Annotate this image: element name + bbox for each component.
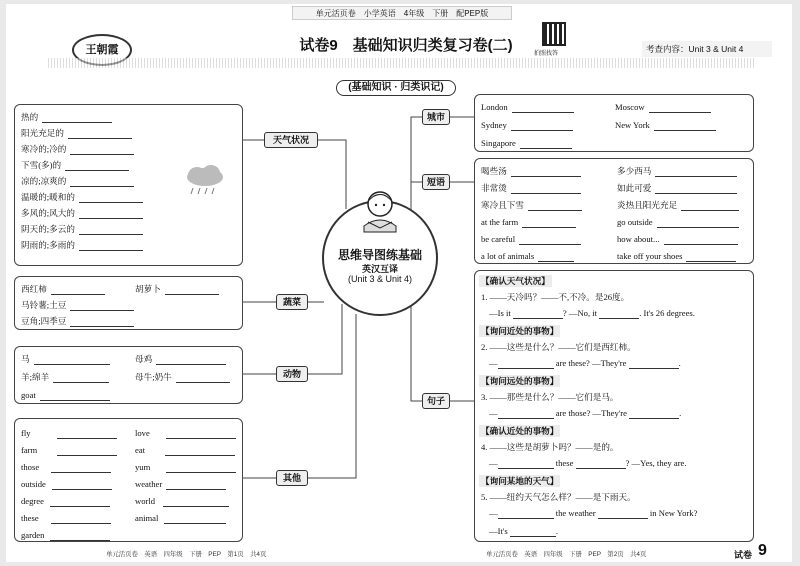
sentence-answer: — these ? —Yes, they are. xyxy=(489,458,687,468)
answer-blank[interactable] xyxy=(655,167,737,177)
answer-blank[interactable] xyxy=(50,497,110,507)
tag-animals: 动物 xyxy=(276,366,308,382)
answer-blank[interactable] xyxy=(79,241,143,251)
other-word: farm xyxy=(21,445,38,455)
weather-word: 凉的;凉爽的 xyxy=(21,176,67,186)
other-word: outside xyxy=(21,479,46,489)
answer-blank[interactable] xyxy=(165,285,219,295)
rain-cloud-icon xyxy=(183,163,227,199)
center-subtitle: 英汉互译 xyxy=(361,264,398,274)
answer-blank[interactable] xyxy=(598,509,648,519)
page-number: 9 xyxy=(758,542,767,559)
sentence-question: 1. ——天冷吗？——不,不冷。是26度。 xyxy=(481,292,630,302)
other-word: love xyxy=(135,428,150,438)
tag-city: 城市 xyxy=(422,109,450,125)
answer-blank[interactable] xyxy=(649,103,711,113)
animal-word: 母牛;奶牛 xyxy=(135,372,172,382)
answer-blank[interactable] xyxy=(166,480,226,490)
weather-word: 阳光充足的 xyxy=(21,128,64,138)
answer-blank[interactable] xyxy=(51,514,111,524)
answer-blank[interactable] xyxy=(42,113,112,123)
answer-blank[interactable] xyxy=(511,184,581,194)
answer-blank[interactable] xyxy=(681,201,739,211)
answer-blank[interactable] xyxy=(657,218,739,228)
answer-blank[interactable] xyxy=(510,527,556,537)
weather-word: 下雪(多)的 xyxy=(21,160,62,170)
answer-blank[interactable] xyxy=(655,184,737,194)
answer-blank[interactable] xyxy=(498,509,554,519)
answer-blank[interactable] xyxy=(629,409,679,419)
weather-word: 温暖的;暖和的 xyxy=(21,192,75,202)
answer-blank[interactable] xyxy=(50,531,110,541)
tag-other: 其他 xyxy=(276,470,308,486)
answer-blank[interactable] xyxy=(79,209,143,219)
phrase: 如此可爱 xyxy=(617,183,652,193)
center-title: 思维导图练基础 xyxy=(337,248,422,262)
phrase: 非常烫 xyxy=(481,183,507,193)
other-word: fly xyxy=(21,428,31,438)
weather-box xyxy=(14,104,243,266)
other-word: eat xyxy=(135,445,146,455)
scope-label: 考查内容：Unit 3 & Unit 4 xyxy=(642,41,772,57)
answer-blank[interactable] xyxy=(166,463,236,473)
other-word: yum xyxy=(135,462,151,472)
phrase: at the farm xyxy=(481,217,519,227)
other-word: garden xyxy=(21,530,45,540)
tag-phrases: 短语 xyxy=(422,174,450,190)
qr-caption: 拍照找答 xyxy=(534,51,559,57)
sentence-answer: — the weather in New York? xyxy=(489,508,698,518)
answer-blank[interactable] xyxy=(156,355,226,365)
answer-blank[interactable] xyxy=(65,161,129,171)
veg-word: 马铃薯;土豆 xyxy=(21,300,67,310)
weather-word: 热的 xyxy=(21,112,39,122)
city-word: Moscow xyxy=(615,102,645,112)
veg-word: 西红柿 xyxy=(21,284,47,294)
top-label: 单元活页卷 小学英语 4年级 下册 配PEP版 xyxy=(292,6,512,20)
animal-word: 母鸡 xyxy=(135,354,153,364)
sentence-heading: 【询问近处的事物】 xyxy=(481,326,559,336)
answer-blank[interactable] xyxy=(70,177,134,187)
other-word: those xyxy=(21,462,40,472)
sentence-question: 3. ——那些是什么？——它们是马。 xyxy=(481,392,619,402)
city-word: London xyxy=(481,102,508,112)
answer-blank[interactable] xyxy=(512,103,574,113)
section-title: (基础知识 · 归类识记) xyxy=(336,80,456,96)
sentence-question: 4. ——这些是胡萝卜吗？——是的。 xyxy=(481,442,619,452)
answer-blank[interactable] xyxy=(166,429,236,439)
other-word: these xyxy=(21,513,39,523)
phrase: how about... xyxy=(617,234,660,244)
answer-blank[interactable] xyxy=(176,373,230,383)
answer-blank[interactable] xyxy=(165,446,235,456)
sentence-question: 5. ——纽约天气怎么样？——是下雨天。 xyxy=(481,492,636,502)
phrase: a lot of animals xyxy=(481,251,535,261)
sentence-answer: — are these? —They're . xyxy=(489,358,681,368)
answer-blank[interactable] xyxy=(51,463,111,473)
brand-logo: 王朝霞 xyxy=(72,34,132,66)
phrase: be careful xyxy=(481,234,516,244)
answer-blank[interactable] xyxy=(164,514,226,524)
phrases-box xyxy=(474,158,754,264)
weather-word: 阴雨的;多雨的 xyxy=(21,240,75,250)
answer-blank[interactable] xyxy=(629,359,679,369)
answer-blank[interactable] xyxy=(498,359,554,369)
sentence-answer: —Is it ? —No, it . It's 26 degrees. xyxy=(489,308,695,318)
phrase: 炎热且阳光充足 xyxy=(617,200,678,210)
answer-blank[interactable] xyxy=(498,459,554,469)
answer-blank[interactable] xyxy=(511,121,573,131)
answer-blank[interactable] xyxy=(513,309,563,319)
other-word: animal xyxy=(135,513,159,523)
footer-left: 单元活页卷 英语 四年级 下册 PEP 第1页 共4页 xyxy=(106,551,267,558)
answer-blank[interactable] xyxy=(664,235,738,245)
answer-blank[interactable] xyxy=(79,225,143,235)
veg-word: 豆角;四季豆 xyxy=(21,316,67,326)
answer-blank[interactable] xyxy=(57,446,117,456)
city-box xyxy=(474,94,754,152)
other-words-box xyxy=(14,418,243,542)
sentence-question: 2. ——这些是什么？——它们是西红柿。 xyxy=(481,342,636,352)
answer-blank[interactable] xyxy=(79,193,143,203)
page-label: 试卷 xyxy=(734,550,753,560)
answer-blank[interactable] xyxy=(70,145,134,155)
answer-blank[interactable] xyxy=(53,373,109,383)
girl-reading-icon xyxy=(354,186,406,238)
answer-blank[interactable] xyxy=(68,129,132,139)
answer-blank[interactable] xyxy=(576,459,626,469)
animal-word: 马 xyxy=(21,354,30,364)
sentence-heading: 【确认近处的事物】 xyxy=(481,426,559,436)
answer-blank[interactable] xyxy=(70,301,134,311)
answer-blank[interactable] xyxy=(511,167,581,177)
answer-blank[interactable] xyxy=(520,139,572,149)
answer-blank[interactable] xyxy=(57,429,117,439)
phrase: 寒冷且下雪 xyxy=(481,200,524,210)
animal-word: goat xyxy=(21,390,36,400)
answer-blank[interactable] xyxy=(70,317,134,327)
city-word: Sydney xyxy=(481,120,507,130)
tag-sentences: 句子 xyxy=(422,393,450,409)
answer-blank[interactable] xyxy=(52,480,112,490)
vegetables-box xyxy=(14,276,243,330)
sentence-heading: 【确认天气状况】 xyxy=(481,276,550,286)
answer-blank[interactable] xyxy=(538,252,574,262)
page-title: 试卷9 基础知识归类复习卷(二) xyxy=(299,37,513,54)
center-units: (Unit 3 & Unit 4) xyxy=(347,274,413,284)
weather-word: 多风的;风大的 xyxy=(21,208,75,218)
answer-blank[interactable] xyxy=(519,235,581,245)
answer-blank[interactable] xyxy=(599,309,639,319)
veg-word: 胡萝卜 xyxy=(135,284,161,294)
sentence-answer: — are those? —They're . xyxy=(489,408,682,418)
answer-blank[interactable] xyxy=(51,285,105,295)
phrase: 喝些汤 xyxy=(481,166,507,176)
weather-word: 寒冷的;冷的 xyxy=(21,144,67,154)
answer-blank[interactable] xyxy=(654,121,716,131)
other-word: weather xyxy=(135,479,163,489)
answer-blank[interactable] xyxy=(34,355,110,365)
city-word: Singapore xyxy=(481,138,516,148)
answer-blank[interactable] xyxy=(528,201,582,211)
phrase: 多少西马 xyxy=(617,166,652,176)
answer-blank[interactable] xyxy=(498,409,554,419)
animals-box xyxy=(14,346,243,404)
answer-blank[interactable] xyxy=(686,252,736,262)
sentence-answer: —It's . xyxy=(489,526,559,536)
answer-blank[interactable] xyxy=(522,218,576,228)
tag-weather: 天气状况 xyxy=(264,132,318,148)
animal-word: 羊;绵羊 xyxy=(21,372,50,382)
other-word: world xyxy=(135,496,156,506)
sentence-heading: 【询问某地的天气】 xyxy=(481,476,559,486)
footer-right: 单元活页卷 英语 四年级 下册 PEP 第2页 共4页 xyxy=(486,551,647,558)
tag-vegetables: 蔬菜 xyxy=(276,294,308,310)
answer-blank[interactable] xyxy=(163,497,229,507)
answer-blank[interactable] xyxy=(40,391,110,401)
worksheet-page xyxy=(6,4,792,562)
city-word: New York xyxy=(615,120,650,130)
sentence-heading: 【询问远处的事物】 xyxy=(481,376,559,386)
sentences-box xyxy=(474,270,754,542)
phrase: go outside xyxy=(617,217,653,227)
other-word: degree xyxy=(21,496,44,506)
phrase: take off your shoes xyxy=(617,251,683,261)
weather-word: 阴天的;多云的 xyxy=(21,224,75,234)
